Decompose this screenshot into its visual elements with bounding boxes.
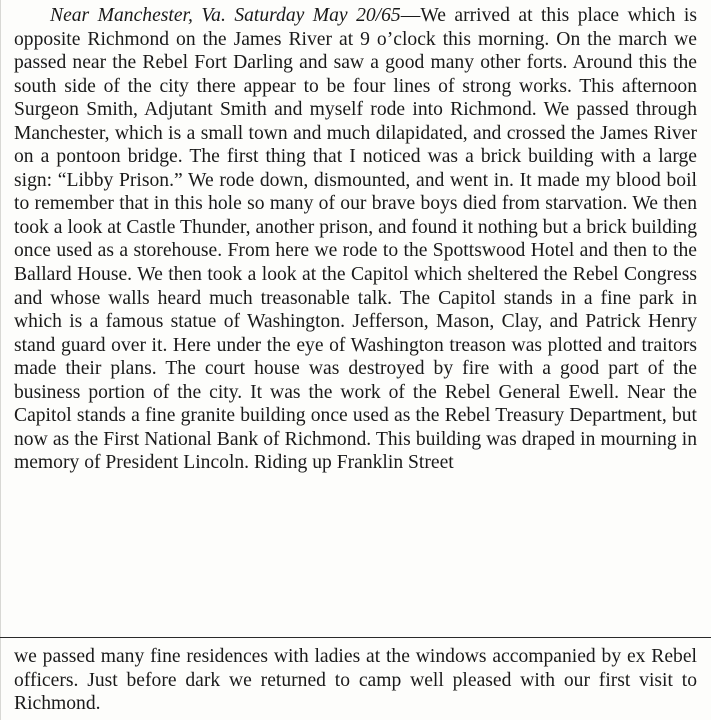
entry-body-text: —We arrived at this place which is opposite Richmond on the James River at 9 o’clock this morning. On the march we passed near the Rebel Fort Darling and saw a good many other forts. Around this the south side of the city there appear to be four lines of strong works. This afternoon Surgeon Smith, Adjutant Smith and myself rode into Richmond. We passed through Manchester, which is a small town and much dilapidated, and crossed the James River on a pontoon bridge. The first thing that I noticed was a brick building with a large sign: “Libby Prison.” We rode down, dismounted, and went in. It made my blood boil to remember that in this hole so many of our brave boys died from starvation. We then took a look at Castle Thunder, another prison, and found it nothing but a brick building once used as a storehouse. From here we rode to the Spottswood Hotel and then to the Ballard House. We then took a look at the Capitol which sheltered the Rebel Congress and whose walls heard much treasonable talk. The Capitol stands in a fine park in which is a famous statue of Washington. Jefferson, Mason, Clay, and Patrick Henry stand guard over it. Here under the eye of Washington treason was plotted and traitors made their plans. The court house was destroyed by fire with a good part of the business portion of the city. It was the work of the Rebel General Ewell. Near the Capitol stands a fine granite building once used as the Rebel Treasury Department, but now as the First National Bank of Richmond. This building was draped in mourning in memory of President Lincoln. Riding up Franklin Street xyxy=(14,5,697,474)
page-edge-line xyxy=(0,0,1,720)
clipping-divider-line xyxy=(0,637,711,638)
entry-dateline: Near Manchester, Va. Saturday May 20/65 xyxy=(50,5,401,26)
continuation-paragraph: we passed many fine residences with ladies at the windows accompanied by ex Rebel officers. Just before dark we returned to camp well pleased with our first visit to Richmond. xyxy=(14,646,697,715)
diary-entry-paragraph xyxy=(14,4,697,475)
